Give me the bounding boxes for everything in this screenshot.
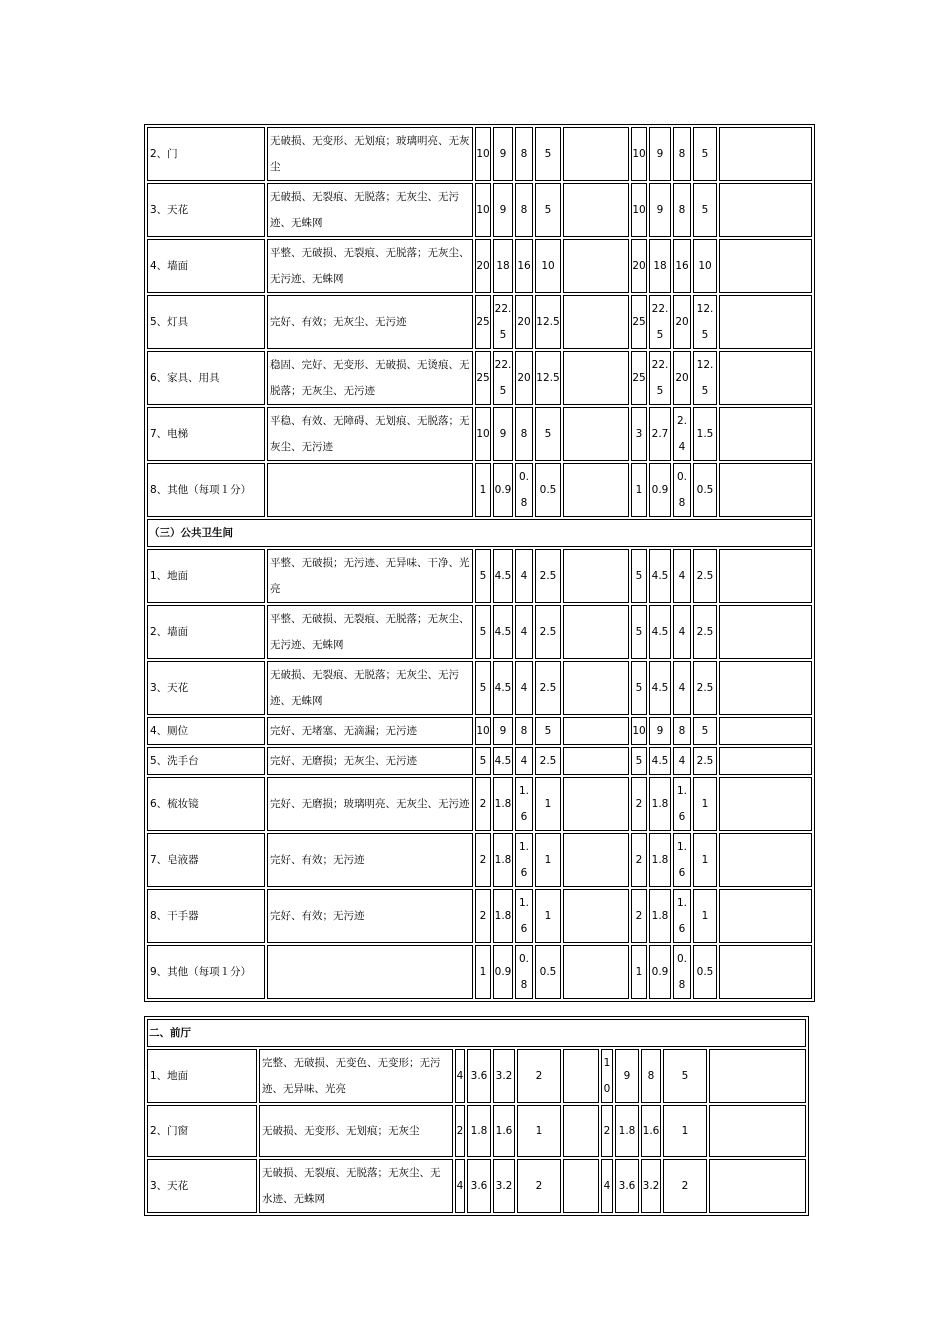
blank-cell bbox=[563, 239, 629, 293]
section-title: 二、前厅 bbox=[147, 1019, 806, 1047]
remark-cell bbox=[719, 183, 812, 237]
blank-cell bbox=[563, 777, 629, 831]
standard-cell: 完整、无破损、无变色、无变形；无污迹、无异味、光亮 bbox=[259, 1049, 453, 1103]
score-cell: 25 bbox=[631, 295, 647, 349]
score-cell: 22.5 bbox=[493, 351, 513, 405]
score-cell: 1 bbox=[631, 463, 647, 517]
score-cell: 5 bbox=[693, 127, 717, 181]
score-cell: 9 bbox=[493, 407, 513, 461]
score-cell: 3.2 bbox=[493, 1049, 515, 1103]
item-cell: 6、家具、用具 bbox=[147, 351, 265, 405]
blank-cell bbox=[563, 833, 629, 887]
remark-cell bbox=[719, 777, 812, 831]
table-row bbox=[147, 1159, 806, 1213]
score-cell: 1.6 bbox=[641, 1105, 661, 1157]
score-cell: 4 bbox=[515, 661, 533, 715]
score-cell: 4 bbox=[673, 747, 691, 775]
item-cell: 8、其他（每项１分） bbox=[147, 463, 265, 517]
score-cell: 3.6 bbox=[467, 1159, 491, 1213]
score-cell: 2.5 bbox=[535, 661, 561, 715]
remark-cell bbox=[719, 351, 812, 405]
score-cell: 25 bbox=[475, 295, 491, 349]
score-cell: 5 bbox=[475, 747, 491, 775]
score-cell: 4.5 bbox=[649, 661, 671, 715]
item-cell: 6、梳妆镜 bbox=[147, 777, 265, 831]
score-cell: 2.5 bbox=[693, 661, 717, 715]
inspection-table-1 bbox=[144, 124, 815, 1002]
score-cell: 9 bbox=[493, 183, 513, 237]
score-cell: 22.5 bbox=[493, 295, 513, 349]
score-cell: 12.5 bbox=[535, 295, 561, 349]
remark-cell bbox=[719, 889, 812, 943]
table-row bbox=[147, 295, 812, 349]
score-cell: 25 bbox=[631, 351, 647, 405]
score-cell: 1 bbox=[663, 1105, 707, 1157]
item-cell: 3、天花 bbox=[147, 661, 265, 715]
score-cell: 2.7 bbox=[649, 407, 671, 461]
remark-cell bbox=[719, 295, 812, 349]
section-header-row bbox=[147, 519, 812, 547]
item-cell: 2、门 bbox=[147, 127, 265, 181]
score-cell: 20 bbox=[475, 239, 491, 293]
table-row bbox=[147, 945, 812, 999]
score-cell: 8 bbox=[515, 183, 533, 237]
score-cell: 10 bbox=[535, 239, 561, 293]
score-cell: 0.8 bbox=[673, 945, 691, 999]
score-cell: 0.9 bbox=[493, 945, 513, 999]
section-header-row bbox=[147, 1019, 806, 1047]
score-cell: 20 bbox=[673, 351, 691, 405]
blank-cell bbox=[563, 463, 629, 517]
score-cell: 4.5 bbox=[493, 661, 513, 715]
blank-cell bbox=[563, 351, 629, 405]
table-row bbox=[147, 605, 812, 659]
item-cell: 3、天花 bbox=[147, 183, 265, 237]
score-cell: 10 bbox=[475, 407, 491, 461]
score-cell: 1 bbox=[535, 833, 561, 887]
score-cell: 4.5 bbox=[493, 549, 513, 603]
blank-cell bbox=[563, 945, 629, 999]
score-cell: 4 bbox=[673, 605, 691, 659]
score-cell: 10 bbox=[475, 183, 491, 237]
remark-cell bbox=[719, 747, 812, 775]
blank-cell bbox=[563, 605, 629, 659]
remark-cell bbox=[709, 1105, 806, 1157]
standard-cell: 无破损、无裂痕、无脱落；无灰尘、无污迹、无蛛网 bbox=[267, 183, 473, 237]
score-cell: 1.8 bbox=[493, 777, 513, 831]
score-cell: 5 bbox=[693, 717, 717, 745]
blank-cell bbox=[563, 295, 629, 349]
score-cell: 1.6 bbox=[515, 777, 533, 831]
table-row bbox=[147, 717, 812, 745]
score-cell: 16 bbox=[673, 239, 691, 293]
score-cell: 2.5 bbox=[693, 549, 717, 603]
score-cell: 9 bbox=[649, 183, 671, 237]
score-cell: 4 bbox=[515, 549, 533, 603]
score-cell: 22.5 bbox=[649, 351, 671, 405]
standard-cell: 无破损、无变形、无划痕；玻璃明亮、无灰尘 bbox=[267, 127, 473, 181]
score-cell: 1 bbox=[693, 889, 717, 943]
standard-cell bbox=[267, 945, 473, 999]
score-cell: 2 bbox=[517, 1159, 561, 1213]
score-cell: 2 bbox=[631, 833, 647, 887]
standard-cell: 完好、有效；无污迹 bbox=[267, 833, 473, 887]
score-cell: 4.5 bbox=[649, 747, 671, 775]
score-cell: 0.5 bbox=[693, 945, 717, 999]
score-cell: 2 bbox=[631, 889, 647, 943]
remark-cell bbox=[719, 127, 812, 181]
score-cell: 2 bbox=[475, 777, 491, 831]
score-cell: 9 bbox=[649, 127, 671, 181]
score-cell: 2 bbox=[517, 1049, 561, 1103]
item-cell: 2、墙面 bbox=[147, 605, 265, 659]
score-cell: 1.6 bbox=[493, 1105, 515, 1157]
score-cell: 1.6 bbox=[673, 833, 691, 887]
score-cell: 4 bbox=[455, 1159, 465, 1213]
score-cell: 10 bbox=[693, 239, 717, 293]
blank-cell bbox=[563, 661, 629, 715]
score-cell: 5 bbox=[631, 661, 647, 715]
score-cell: 10 bbox=[631, 183, 647, 237]
standard-cell: 完好、无磨损；无灰尘、无污迹 bbox=[267, 747, 473, 775]
blank-cell bbox=[563, 407, 629, 461]
standard-cell: 稳固、完好、无变形、无破损、无烫痕、无脱落；无灰尘、无污迹 bbox=[267, 351, 473, 405]
table-row bbox=[147, 777, 812, 831]
score-cell: 1 bbox=[693, 833, 717, 887]
item-cell: 5、灯具 bbox=[147, 295, 265, 349]
score-cell: 10 bbox=[475, 127, 491, 181]
item-cell: 7、电梯 bbox=[147, 407, 265, 461]
score-cell: 4.5 bbox=[493, 605, 513, 659]
score-cell: 1.6 bbox=[515, 833, 533, 887]
score-cell: 5 bbox=[631, 549, 647, 603]
score-cell: 20 bbox=[631, 239, 647, 293]
score-cell: 0.8 bbox=[673, 463, 691, 517]
score-cell: 2 bbox=[663, 1159, 707, 1213]
standard-cell: 无破损、无变形、无划痕；无灰尘 bbox=[259, 1105, 453, 1157]
score-cell: 5 bbox=[693, 183, 717, 237]
standard-cell: 平稳、有效、无障碍、无划痕、无脱落；无灰尘、无污迹 bbox=[267, 407, 473, 461]
score-cell: 2.4 bbox=[673, 407, 691, 461]
score-cell: 9 bbox=[615, 1049, 639, 1103]
score-cell: 9 bbox=[493, 717, 513, 745]
score-cell: 1.8 bbox=[493, 889, 513, 943]
score-cell: 0.8 bbox=[515, 463, 533, 517]
score-cell: 0.9 bbox=[649, 945, 671, 999]
score-cell: 1 bbox=[517, 1105, 561, 1157]
remark-cell bbox=[719, 239, 812, 293]
score-cell: 9 bbox=[649, 717, 671, 745]
score-cell: 20 bbox=[515, 295, 533, 349]
score-cell: 4 bbox=[515, 605, 533, 659]
score-cell: 2 bbox=[631, 777, 647, 831]
score-cell: 8 bbox=[673, 127, 691, 181]
item-cell: 1、地面 bbox=[147, 1049, 257, 1103]
score-cell: 20 bbox=[515, 351, 533, 405]
table-row bbox=[147, 549, 812, 603]
score-cell: 0.8 bbox=[515, 945, 533, 999]
score-cell: 4 bbox=[601, 1159, 613, 1213]
item-cell: 2、门窗 bbox=[147, 1105, 257, 1157]
score-cell: 3 bbox=[631, 407, 647, 461]
score-cell: 8 bbox=[673, 183, 691, 237]
score-cell: 4 bbox=[455, 1049, 465, 1103]
standard-cell: 完好、无磨损；玻璃明亮、无灰尘、无污迹 bbox=[267, 777, 473, 831]
item-cell: 4、墙面 bbox=[147, 239, 265, 293]
score-cell: 8 bbox=[515, 407, 533, 461]
score-cell: 1 bbox=[475, 945, 491, 999]
table-row bbox=[147, 127, 812, 181]
score-cell: 0.5 bbox=[535, 463, 561, 517]
remark-cell bbox=[719, 945, 812, 999]
score-cell: 4.5 bbox=[493, 747, 513, 775]
score-cell: 4 bbox=[673, 661, 691, 715]
score-cell: 8 bbox=[673, 717, 691, 745]
score-cell: 1.8 bbox=[615, 1105, 639, 1157]
blank-cell bbox=[563, 549, 629, 603]
score-cell: 5 bbox=[663, 1049, 707, 1103]
score-cell: 0.9 bbox=[649, 463, 671, 517]
score-cell: 1.8 bbox=[467, 1105, 491, 1157]
score-cell: 2 bbox=[601, 1105, 613, 1157]
item-cell: 9、其他（每项１分） bbox=[147, 945, 265, 999]
item-cell: 3、天花 bbox=[147, 1159, 257, 1213]
blank-cell bbox=[563, 747, 629, 775]
table-row bbox=[147, 407, 812, 461]
table-row bbox=[147, 889, 812, 943]
score-cell: 12.5 bbox=[693, 351, 717, 405]
score-cell: 16 bbox=[515, 239, 533, 293]
score-cell: 9 bbox=[493, 127, 513, 181]
score-cell: 2.5 bbox=[535, 747, 561, 775]
score-cell: 0.5 bbox=[693, 463, 717, 517]
score-cell: 12.5 bbox=[535, 351, 561, 405]
standard-cell: 平整、无破损；无污迹、无异味、干净、光亮 bbox=[267, 549, 473, 603]
table-row bbox=[147, 1049, 806, 1103]
item-cell: 8、干手器 bbox=[147, 889, 265, 943]
score-cell: 2 bbox=[455, 1105, 465, 1157]
score-cell: 1 bbox=[535, 889, 561, 943]
score-cell: 2 bbox=[475, 889, 491, 943]
item-cell: 5、洗手台 bbox=[147, 747, 265, 775]
score-cell: 2.5 bbox=[535, 605, 561, 659]
remark-cell bbox=[719, 549, 812, 603]
score-cell: 0.5 bbox=[535, 945, 561, 999]
score-cell: 5 bbox=[475, 661, 491, 715]
score-cell: 5 bbox=[535, 407, 561, 461]
remark-cell bbox=[719, 833, 812, 887]
blank-cell bbox=[563, 1049, 599, 1103]
remark-cell bbox=[719, 605, 812, 659]
blank-cell bbox=[563, 1159, 599, 1213]
score-cell: 5 bbox=[631, 747, 647, 775]
score-cell: 5 bbox=[475, 549, 491, 603]
remark-cell bbox=[719, 717, 812, 745]
score-cell: 1.8 bbox=[649, 889, 671, 943]
score-cell: 4 bbox=[673, 549, 691, 603]
blank-cell bbox=[563, 1105, 599, 1157]
table-row bbox=[147, 833, 812, 887]
table-row bbox=[147, 183, 812, 237]
table-row bbox=[147, 239, 812, 293]
score-cell: 18 bbox=[649, 239, 671, 293]
score-cell: 2.5 bbox=[693, 605, 717, 659]
item-cell: 4、厕位 bbox=[147, 717, 265, 745]
score-cell: 5 bbox=[535, 127, 561, 181]
score-cell: 4 bbox=[515, 747, 533, 775]
score-cell: 1.8 bbox=[649, 777, 671, 831]
standard-cell: 无破损、无裂痕、无脱落；无灰尘、无污迹、无蛛网 bbox=[267, 661, 473, 715]
blank-cell bbox=[563, 889, 629, 943]
score-cell: 1.8 bbox=[649, 833, 671, 887]
score-cell: 1 bbox=[535, 777, 561, 831]
score-cell: 1.6 bbox=[673, 889, 691, 943]
score-cell: 3.2 bbox=[641, 1159, 661, 1213]
blank-cell bbox=[563, 717, 629, 745]
standard-cell bbox=[267, 463, 473, 517]
standard-cell: 平整、无破损、无裂痕、无脱落；无灰尘、无污迹、无蛛网 bbox=[267, 239, 473, 293]
score-cell: 10 bbox=[631, 127, 647, 181]
score-cell: 8 bbox=[641, 1049, 661, 1103]
score-cell: 12.5 bbox=[693, 295, 717, 349]
item-cell: 1、地面 bbox=[147, 549, 265, 603]
table-row bbox=[147, 661, 812, 715]
score-cell: 10 bbox=[475, 717, 491, 745]
item-cell: 7、皂液器 bbox=[147, 833, 265, 887]
table-row bbox=[147, 1105, 806, 1157]
score-cell: 0.9 bbox=[493, 463, 513, 517]
standard-cell: 完好、有效；无灰尘、无污迹 bbox=[267, 295, 473, 349]
inspection-table-2 bbox=[144, 1016, 809, 1216]
standard-cell: 无破损、无裂痕、无脱落；无灰尘、无水迹、无蛛网 bbox=[259, 1159, 453, 1213]
table-row bbox=[147, 747, 812, 775]
remark-cell bbox=[709, 1159, 806, 1213]
score-cell: 2 bbox=[475, 833, 491, 887]
blank-cell bbox=[563, 127, 629, 181]
score-cell: 3.6 bbox=[615, 1159, 639, 1213]
score-cell: 1.6 bbox=[673, 777, 691, 831]
score-cell: 5 bbox=[631, 605, 647, 659]
score-cell: 3.6 bbox=[467, 1049, 491, 1103]
score-cell: 2.5 bbox=[693, 747, 717, 775]
remark-cell bbox=[719, 463, 812, 517]
score-cell: 22.5 bbox=[649, 295, 671, 349]
score-cell: 3.2 bbox=[493, 1159, 515, 1213]
score-cell: 1 bbox=[475, 463, 491, 517]
standard-cell: 完好、无堵塞、无滴漏；无污迹 bbox=[267, 717, 473, 745]
score-cell: 25 bbox=[475, 351, 491, 405]
remark-cell bbox=[719, 661, 812, 715]
standard-cell: 平整、无破损、无裂痕、无脱落；无灰尘、无污迹、无蛛网 bbox=[267, 605, 473, 659]
score-cell: 10 bbox=[631, 717, 647, 745]
score-cell: 8 bbox=[515, 717, 533, 745]
score-cell: 1 bbox=[693, 777, 717, 831]
score-cell: 1.5 bbox=[693, 407, 717, 461]
score-cell: 10 bbox=[601, 1049, 613, 1103]
score-cell: 2.5 bbox=[535, 549, 561, 603]
score-cell: 1.8 bbox=[493, 833, 513, 887]
remark-cell bbox=[719, 407, 812, 461]
blank-cell bbox=[563, 183, 629, 237]
remark-cell bbox=[709, 1049, 806, 1103]
score-cell: 1.6 bbox=[515, 889, 533, 943]
score-cell: 20 bbox=[673, 295, 691, 349]
score-cell: 4.5 bbox=[649, 549, 671, 603]
table-row bbox=[147, 351, 812, 405]
score-cell: 1 bbox=[631, 945, 647, 999]
table-row bbox=[147, 463, 812, 517]
section-title: （三）公共卫生间 bbox=[147, 519, 812, 547]
score-cell: 18 bbox=[493, 239, 513, 293]
standard-cell: 完好、有效；无污迹 bbox=[267, 889, 473, 943]
score-cell: 8 bbox=[515, 127, 533, 181]
score-cell: 4.5 bbox=[649, 605, 671, 659]
score-cell: 5 bbox=[535, 183, 561, 237]
score-cell: 5 bbox=[475, 605, 491, 659]
score-cell: 5 bbox=[535, 717, 561, 745]
